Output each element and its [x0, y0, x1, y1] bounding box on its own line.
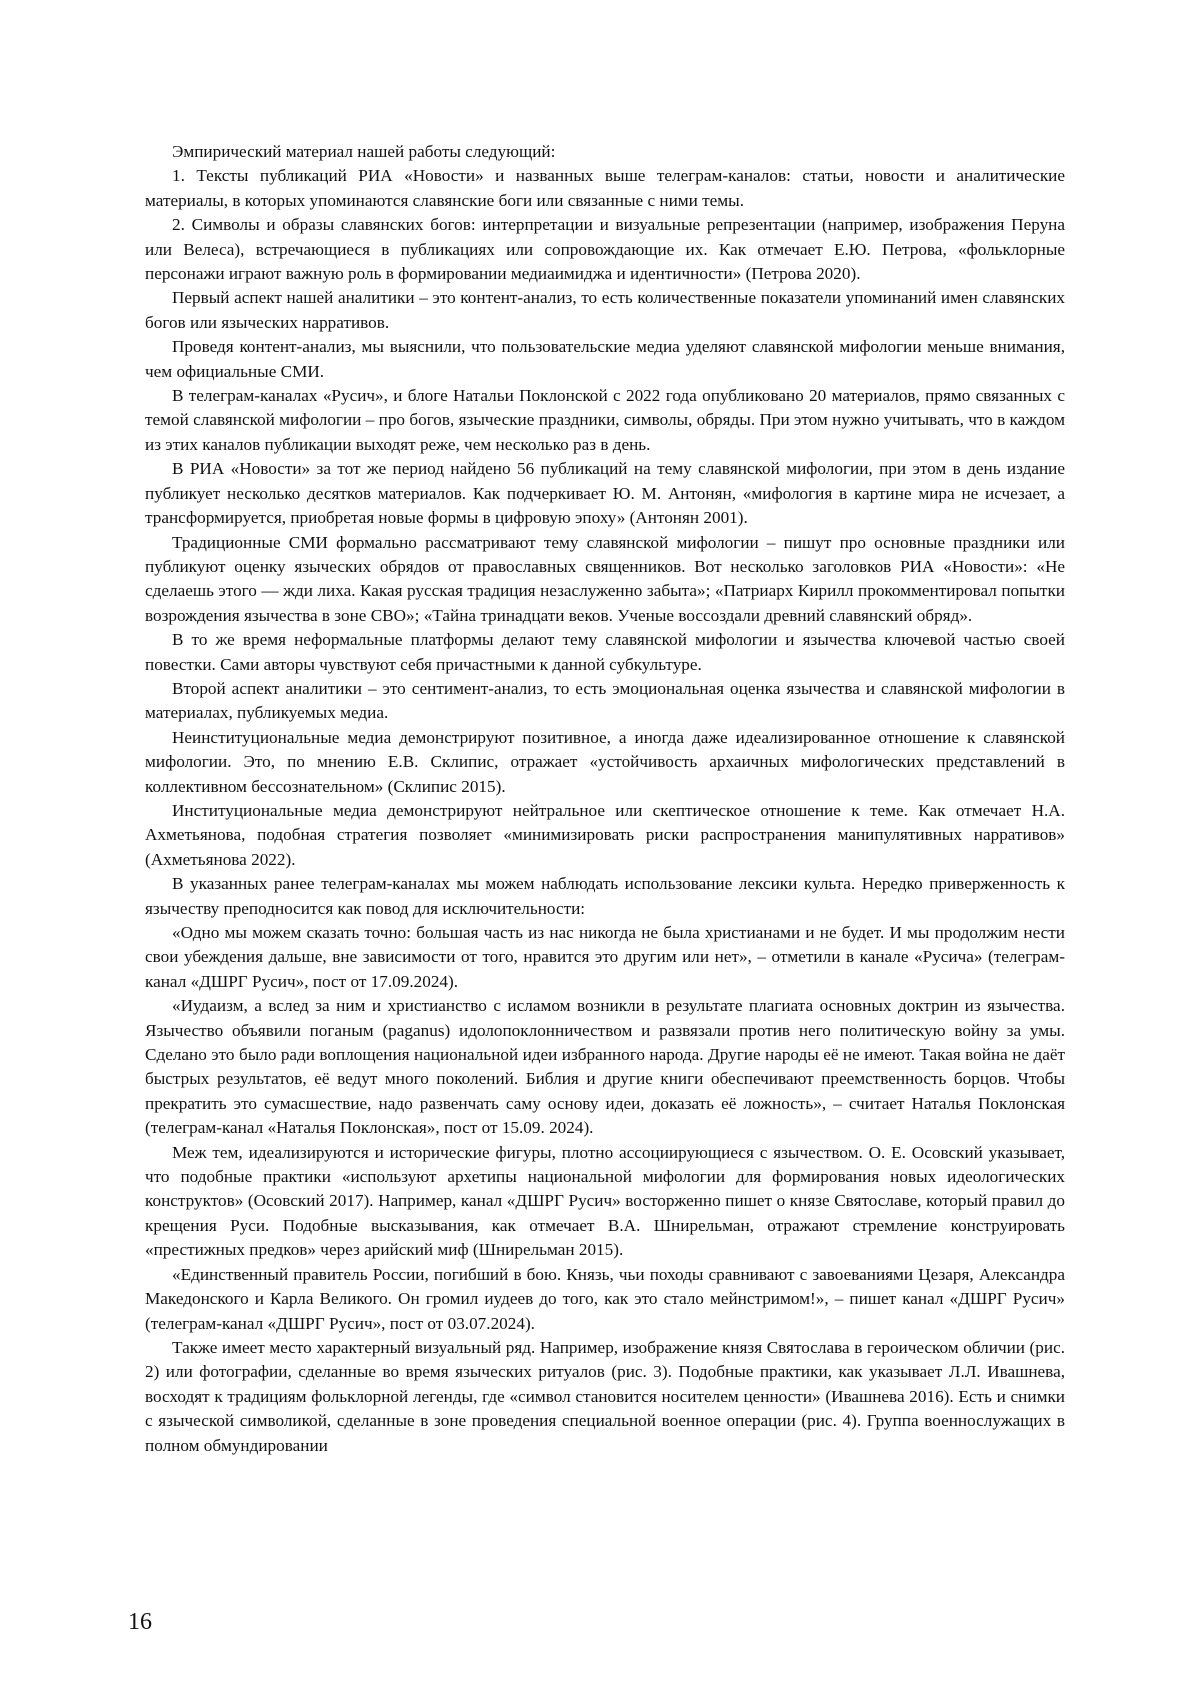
paragraph-6: В телеграм-каналах «Русич», и блоге Натальи Поклонской с 2022 года опубликовано 20 материалов, прямо связанных с темой славянской мифологии – про богов, языческие праздники, символы, обряды. При этом нужно учитывать, что в каждом из этих каналов публикации выходят реже, чем несколько раз в день.: [145, 386, 1065, 454]
paragraph-10: Второй аспект аналитики – это сентимент-анализ, то есть эмоциональная оценка язычества и славянской мифологии в материалах, публикуемых медиа.: [145, 678, 1065, 723]
paragraph-16: Меж тем, идеализируются и исторические фигуры, плотно ассоциирующиеся с язычеством. О. Е. Осовский указывает, что подобные практики «используют архетипы национальной мифологии для формирования новых идеологических конструктов» (Осовский 2017). Например, канал «ДШРГ Русич» восторженно пишет о князе Святославе, который правил до крещения Руси. Подобные высказывания, как отмечает В.А. Шнирельман, отражают стремление конструировать «престижных предков» через арийский миф (Шнирельман 2015).: [145, 1142, 1065, 1260]
paragraph-17: «Единственный правитель России, погибший в бою. Князь, чьи походы сравнивают с завоеваниями Цезаря, Александра Македонского и Карла Великого. Он громил иудеев до того, как это стало мейнстримом!», – пишет канал «ДШРГ Русич» (телеграм-канал «ДШРГ Русич», пост от 03.07.2024).: [145, 1264, 1065, 1333]
paragraph-14: «Одно мы можем сказать точно: большая часть из нас никогда не была христианами и не будет. И мы продолжим нести свои убеждения дальше, вне зависимости от того, нравится это другим или нет», – отметили в канале «Русича» (телеграм-канал «ДШРГ Русич», пост от 17.09.2024).: [145, 923, 1065, 991]
paragraph-5: Проведя контент-анализ, мы выяснили, что пользовательские медиа уделяют славянской мифологии меньше внимания, чем официальные СМИ.: [145, 337, 1065, 381]
paragraph-9: В то же время неформальные платформы делают тему славянской мифологии и язычества ключевой частью своей повестки. Сами авторы чувствуют себя причастными к данной субкультуре.: [145, 630, 1065, 674]
paragraph-7: В РИА «Новости» за тот же период найдено 56 публикаций на тему славянской мифологии, при этом в день издание публикует несколько десятков материалов. Как подчеркивает Ю. М. Антонян, «мифология в картине мира не исчезает, а трансформируется, приобретая новые формы в цифровую эпоху» (Антонян 2001).: [145, 459, 1065, 528]
paragraph-12: Институциональные медиа демонстрируют нейтральное или скептическое отношение к теме. Как отмечает Н.А. Ахметьянова, подобная стратегия позволяет «минимизировать риски распространения манипулятивных нарративов» (Ахметьянова 2022).: [145, 800, 1065, 869]
page-number: 16: [128, 1609, 152, 1635]
paragraph-2: 1. Тексты публикаций РИА «Новости» и названных выше телеграм-каналов: статьи, новости и аналитические материалы, в которых упоминаются славянские боги или связанные с ними темы.: [145, 166, 1065, 210]
paragraph-3: 2. Символы и образы славянских богов: интерпретации и визуальные репрезентации (например, изображения Перуна или Велеса), встречающиеся в публикациях или сопровождающие их. Как отмечает Е.Ю. Петрова, «фольклорные персонажи играют важную роль в формировании медиаимиджа и идентичности» (Петрова 2020).: [145, 215, 1065, 284]
paragraph-1: Эмпирический материал нашей работы следующий:: [172, 142, 556, 161]
body-text: [145, 140, 1065, 1458]
paragraph-15: «Иудаизм, а вслед за ним и христианство с исламом возникли в результате плагиата основных доктрин из язычества. Язычество объявили поганым (paganus) идолопоклонничеством и развязали против него политическую войну за умы. Сделано это было ради воплощения национальной идеи избранного народа. Другие народы её не имеют. Такая война не даёт быстрых результатов, её ведут много поколений. Библия и другие книги обеспечивают преемственность борцов. Чтобы прекратить это сумасшествие, надо развенчать саму основу идеи, доказать её ложность», – считает Наталья Поклонская (телеграм-канал «Наталья Поклонская», пост от 15.09. 2024).: [145, 996, 1065, 1138]
paragraph-18: Также имеет место характерный визуальный ряд. Например, изображение князя Святослава в героическом обличии (рис. 2) или фотографии, сделанные во время языческих ритуалов (рис. 3). Подобные практики, как указывает Л.Л. Ивашнева, восходят к традициям фольклорной легенды, где «символ становится носителем ценности» (Ивашнева 2016). Есть и снимки с языческой символикой, сделанные в зоне проведения специальной военное операции (рис. 4). Группа военнослужащих в полном обмундировании: [145, 1337, 1065, 1455]
paragraph-4: Первый аспект нашей аналитики – это контент-анализ, то есть количественные показатели упоминаний имен славянских богов или языческих нарративов.: [145, 288, 1065, 332]
paragraph-11: Неинституциональные медиа демонстрируют позитивное, а иногда даже идеализированное отношение к славянской мифологии. Это, по мнению Е.В. Склипис, отражает «устойчивость архаичных мифологических представлений в коллективном бессознательном» (Склипис 2015).: [145, 727, 1065, 796]
paragraph-13: В указанных ранее телеграм-каналах мы можем наблюдать использование лексики культа. Нередко приверженность к язычеству преподносится как повод для исключительности:: [145, 874, 1065, 918]
paragraph-8: Традиционные СМИ формально рассматривают тему славянской мифологии – пишут про основные праздники или публикуют оценку языческих обрядов от православных священников. Вот несколько заголовков РИА «Новости»: «Не сделаешь этого — жди лиха. Какая русская традиция незаслуженно забыта»; «Патриарх Кирилл прокомментировал попытки возрождения язычества в зоне СВО»; «Тайна тринадцати веков. Ученые воссоздали древний славянский обряд».: [145, 532, 1065, 625]
